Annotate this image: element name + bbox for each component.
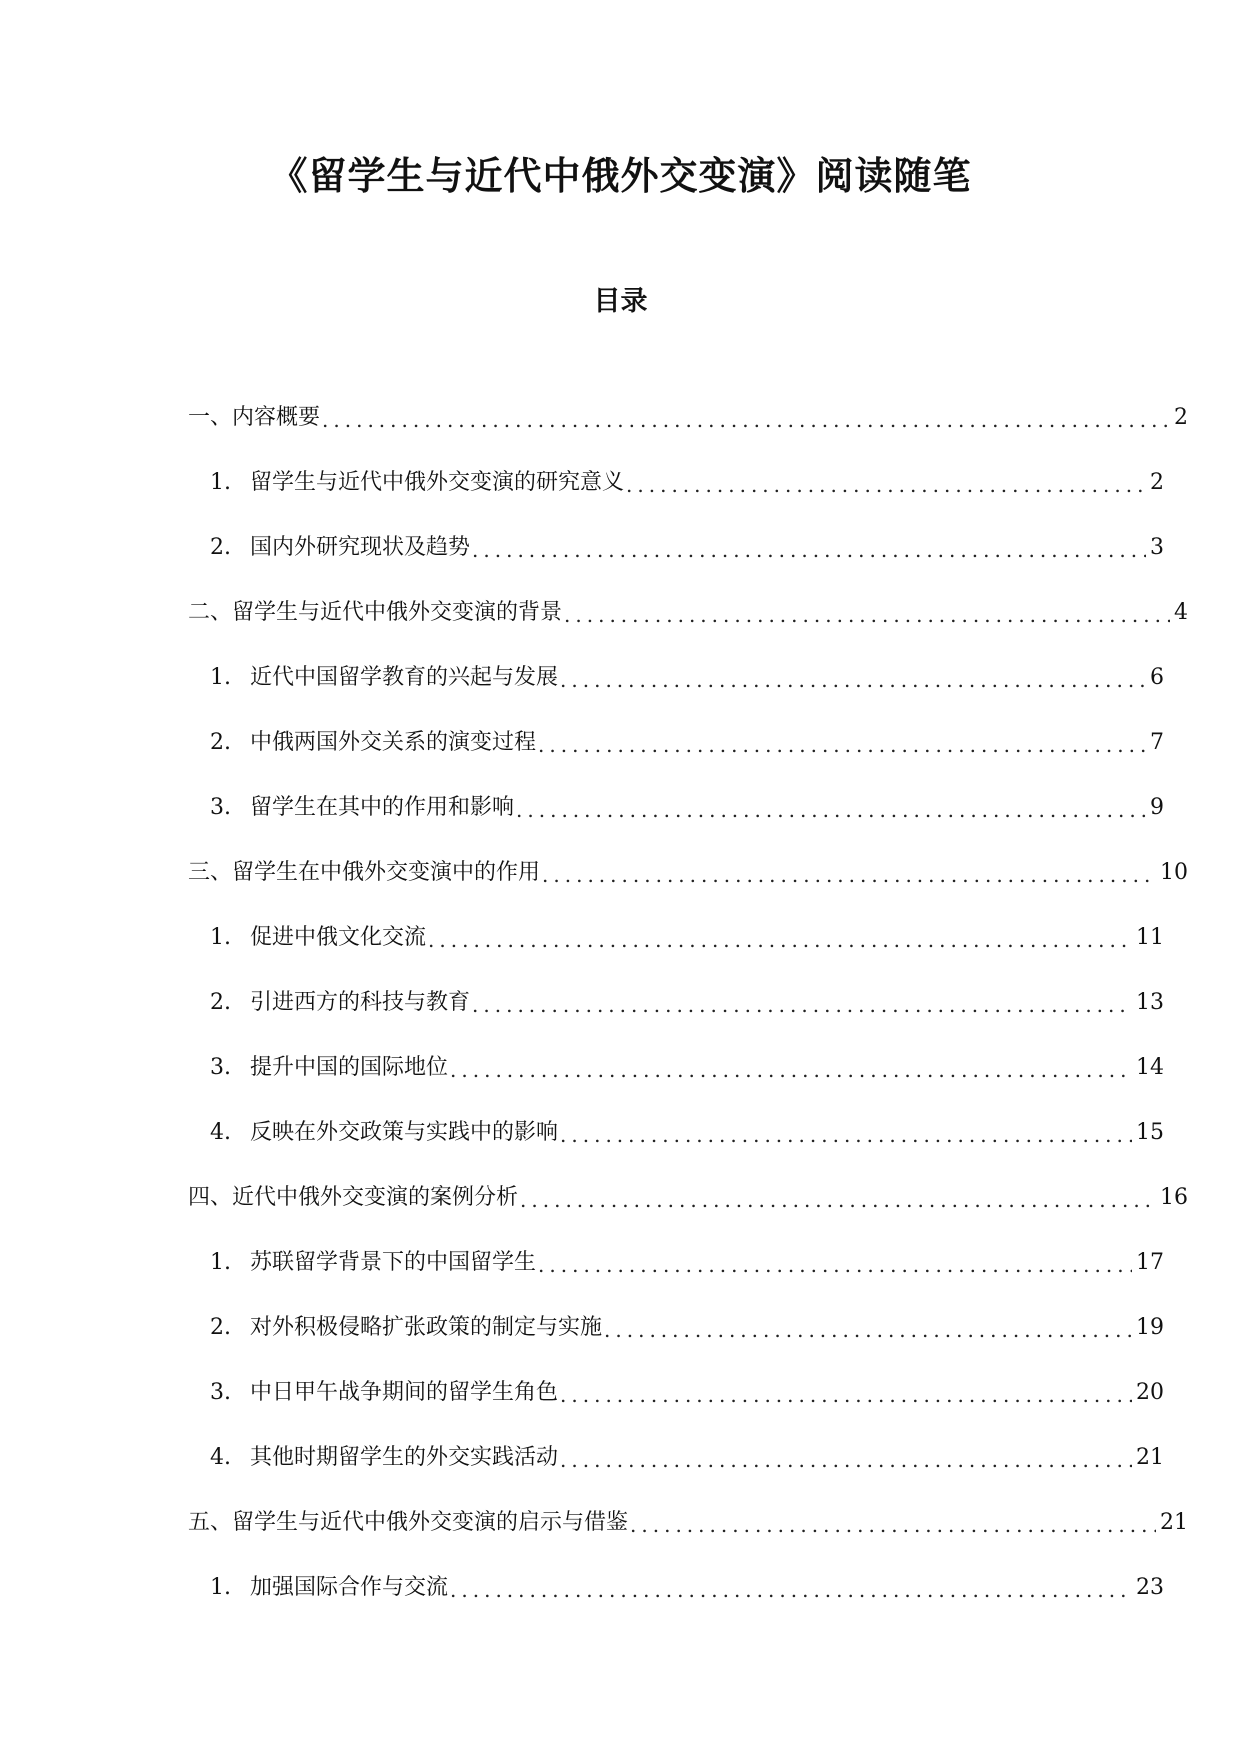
toc-subsection-entry[interactable] xyxy=(0,1035,1164,1100)
toc-entry-title: 四、近代中俄外交变演的案例分析 xyxy=(188,1184,519,1210)
toc-page-number: 2 xyxy=(1150,469,1164,495)
toc-dot-leader xyxy=(604,1315,1132,1345)
toc-subsection-entry[interactable] xyxy=(0,1230,1164,1295)
toc-entry-number: 1. xyxy=(210,1574,231,1600)
toc-subsection-entry[interactable] xyxy=(0,1360,1164,1425)
toc-page-number: 16 xyxy=(1160,1184,1188,1210)
toc-entry-number: 2. xyxy=(210,989,231,1015)
toc-entry-number: 3. xyxy=(210,1054,231,1080)
toc-entry-title: 中日甲午战争期间的留学生角色 xyxy=(250,1379,559,1405)
toc-subsection-entry[interactable] xyxy=(0,710,1164,775)
toc-page-number: 23 xyxy=(1136,1574,1164,1600)
toc-dot-leader xyxy=(516,795,1146,825)
toc-entry-title: 国内外研究现状及趋势 xyxy=(250,534,471,560)
toc-entry-number: 3. xyxy=(210,1379,231,1405)
toc-heading: 目录 xyxy=(593,286,648,317)
toc-subsection-entry[interactable] xyxy=(0,645,1164,710)
toc-dot-leader xyxy=(450,1575,1132,1605)
toc-page-number: 21 xyxy=(1160,1509,1188,1535)
toc-page-number: 9 xyxy=(1150,794,1164,820)
table-of-contents xyxy=(0,385,1241,1620)
toc-dot-leader xyxy=(564,600,1170,630)
toc-page-number: 3 xyxy=(1150,534,1164,560)
toc-subsection-entry[interactable] xyxy=(0,1555,1164,1620)
toc-subsection-entry[interactable] xyxy=(0,450,1164,515)
toc-subsection-entry[interactable] xyxy=(0,905,1164,970)
toc-page-number: 21 xyxy=(1136,1444,1164,1470)
toc-entry-title: 苏联留学背景下的中国留学生 xyxy=(250,1249,537,1275)
document-title: 《留学生与近代中俄外交变演》阅读随笔 xyxy=(269,154,972,198)
toc-dot-leader xyxy=(542,860,1156,890)
toc-entry-title: 引进西方的科技与教育 xyxy=(250,989,471,1015)
toc-entry-number: 4. xyxy=(210,1119,231,1145)
toc-entry-number: 2. xyxy=(210,1314,231,1340)
toc-dot-leader xyxy=(520,1185,1156,1215)
toc-dot-leader xyxy=(450,1055,1132,1085)
toc-dot-leader xyxy=(630,1510,1156,1540)
toc-subsection-entry[interactable] xyxy=(0,515,1164,580)
toc-page-number: 13 xyxy=(1136,989,1164,1015)
toc-entry-title: 中俄两国外交关系的演变过程 xyxy=(250,729,537,755)
toc-section-entry[interactable] xyxy=(0,1165,1188,1230)
toc-entry-title: 一、内容概要 xyxy=(188,404,321,430)
toc-page-number: 14 xyxy=(1136,1054,1164,1080)
toc-entry-number: 1. xyxy=(210,469,231,495)
toc-dot-leader xyxy=(428,925,1132,955)
toc-page-number: 11 xyxy=(1136,924,1164,950)
toc-dot-leader xyxy=(560,1380,1132,1410)
toc-entry-title: 五、留学生与近代中俄外交变演的启示与借鉴 xyxy=(188,1509,629,1535)
toc-dot-leader xyxy=(560,1445,1132,1475)
toc-page-number: 19 xyxy=(1136,1314,1164,1340)
toc-entry-number: 1. xyxy=(210,924,231,950)
toc-entry-title: 近代中国留学教育的兴起与发展 xyxy=(250,664,559,690)
toc-subsection-entry[interactable] xyxy=(0,970,1164,1035)
toc-entry-title: 提升中国的国际地位 xyxy=(250,1054,449,1080)
toc-entry-title: 促进中俄文化交流 xyxy=(250,924,427,950)
toc-dot-leader xyxy=(322,405,1170,435)
toc-dot-leader xyxy=(626,470,1146,500)
toc-entry-number: 4. xyxy=(210,1444,231,1470)
toc-section-entry[interactable] xyxy=(0,840,1188,905)
toc-entry-title: 对外积极侵略扩张政策的制定与实施 xyxy=(250,1314,603,1340)
toc-entry-number: 2. xyxy=(210,729,231,755)
toc-page-number: 2 xyxy=(1174,404,1188,430)
toc-entry-title: 留学生在其中的作用和影响 xyxy=(250,794,515,820)
toc-dot-leader xyxy=(538,1250,1132,1280)
toc-subsection-entry[interactable] xyxy=(0,1425,1164,1490)
toc-dot-leader xyxy=(560,665,1146,695)
toc-section-entry[interactable] xyxy=(0,580,1188,645)
toc-entry-title: 加强国际合作与交流 xyxy=(250,1574,449,1600)
toc-entry-title: 二、留学生与近代中俄外交变演的背景 xyxy=(188,599,563,625)
toc-entry-title: 三、留学生在中俄外交变演中的作用 xyxy=(188,859,541,885)
toc-dot-leader xyxy=(560,1120,1132,1150)
toc-subsection-entry[interactable] xyxy=(0,1100,1164,1165)
toc-section-entry[interactable] xyxy=(0,1490,1188,1555)
toc-page-number: 7 xyxy=(1150,729,1164,755)
toc-section-entry[interactable] xyxy=(0,385,1188,450)
toc-entry-title: 其他时期留学生的外交实践活动 xyxy=(250,1444,559,1470)
toc-entry-number: 2. xyxy=(210,534,231,560)
toc-entry-title: 反映在外交政策与实践中的影响 xyxy=(250,1119,559,1145)
toc-entry-title: 留学生与近代中俄外交变演的研究意义 xyxy=(250,469,625,495)
toc-dot-leader xyxy=(472,990,1132,1020)
toc-dot-leader xyxy=(538,730,1146,760)
toc-page-number: 17 xyxy=(1136,1249,1164,1275)
toc-subsection-entry[interactable] xyxy=(0,1295,1164,1360)
toc-entry-number: 1. xyxy=(210,664,231,690)
toc-entry-number: 3. xyxy=(210,794,231,820)
toc-page-number: 15 xyxy=(1136,1119,1164,1145)
toc-page-number: 6 xyxy=(1150,664,1164,690)
toc-page-number: 4 xyxy=(1174,599,1188,625)
toc-dot-leader xyxy=(472,535,1146,565)
toc-page-number: 10 xyxy=(1160,859,1188,885)
toc-page-number: 20 xyxy=(1136,1379,1164,1405)
toc-subsection-entry[interactable] xyxy=(0,775,1164,840)
toc-entry-number: 1. xyxy=(210,1249,231,1275)
